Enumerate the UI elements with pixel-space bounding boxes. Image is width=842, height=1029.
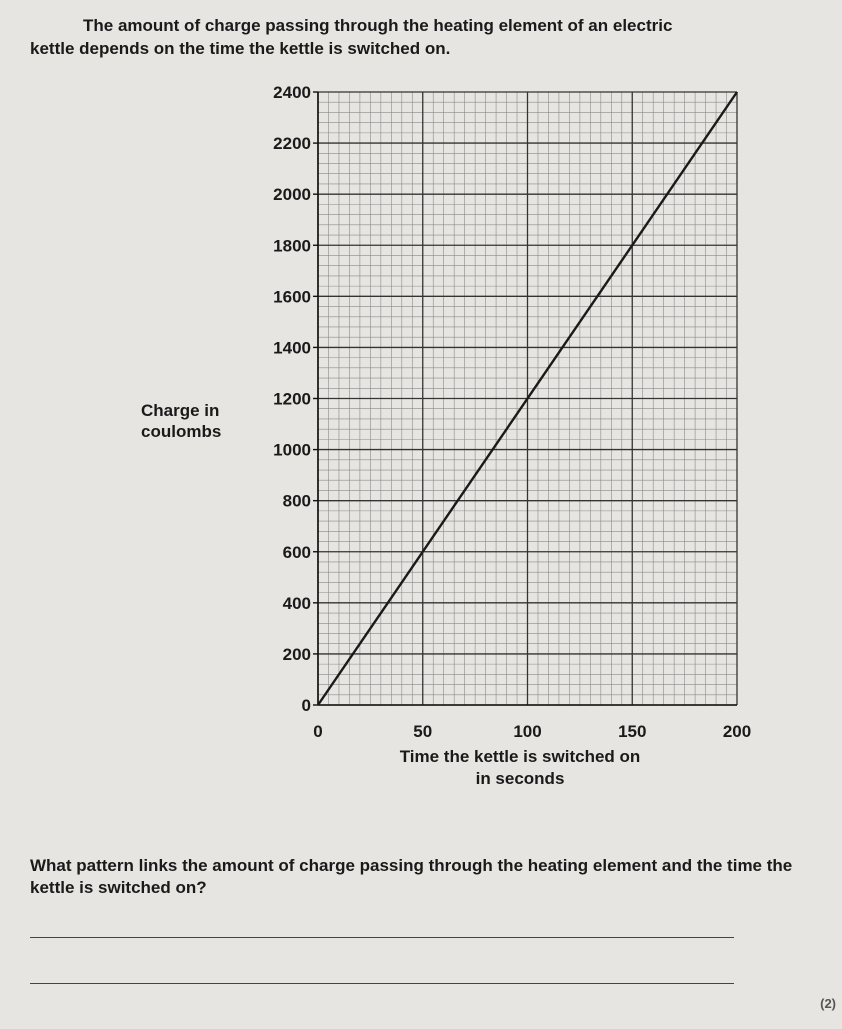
y-tick-label: 1000: [273, 440, 311, 460]
x-tick-label: 100: [513, 722, 542, 741]
y-tick-label: 1200: [273, 389, 311, 409]
x-tick-label: 200: [722, 722, 752, 741]
y-tick-label: 1800: [273, 236, 311, 256]
marks-label: (2): [820, 996, 836, 1011]
answer-line-1[interactable]: [30, 937, 734, 938]
y-tick-label: 2000: [273, 185, 311, 205]
y-tick-label: 800: [282, 491, 311, 511]
y-axis-label-line-1: Charge in: [141, 401, 220, 420]
x-tick-label: 150: [618, 722, 647, 741]
x-tick-label: 0: [313, 722, 323, 741]
y-tick-label: 1400: [273, 338, 311, 358]
intro-line-1: The amount of charge passing through the heating element of an electric: [83, 16, 673, 35]
y-tick-label: 400: [282, 593, 311, 613]
intro-line-2: kettle depends on the time the kettle is switched on.: [30, 39, 451, 58]
tick-labels: [273, 83, 751, 741]
x-axis-label: [360, 746, 680, 790]
y-tick-label: 1600: [273, 287, 311, 307]
y-tick-label: 600: [282, 542, 311, 562]
x-axis-label-line-2: in seconds: [475, 769, 565, 788]
y-tick-label: 0: [301, 696, 311, 715]
y-tick-label: 2400: [273, 83, 311, 102]
y-tick-label: 2200: [273, 134, 311, 154]
x-axis-label-line-1: Time the kettle is switched on: [399, 747, 641, 766]
answer-line-2[interactable]: [30, 983, 734, 984]
x-tick-label: 50: [413, 722, 433, 741]
y-axis-label-line-2: coulombs: [141, 422, 222, 441]
question-text: What pattern links the amount of charge passing through the heating element and the time the kettle is switched on?: [30, 856, 793, 897]
y-tick-label: 200: [282, 644, 311, 664]
